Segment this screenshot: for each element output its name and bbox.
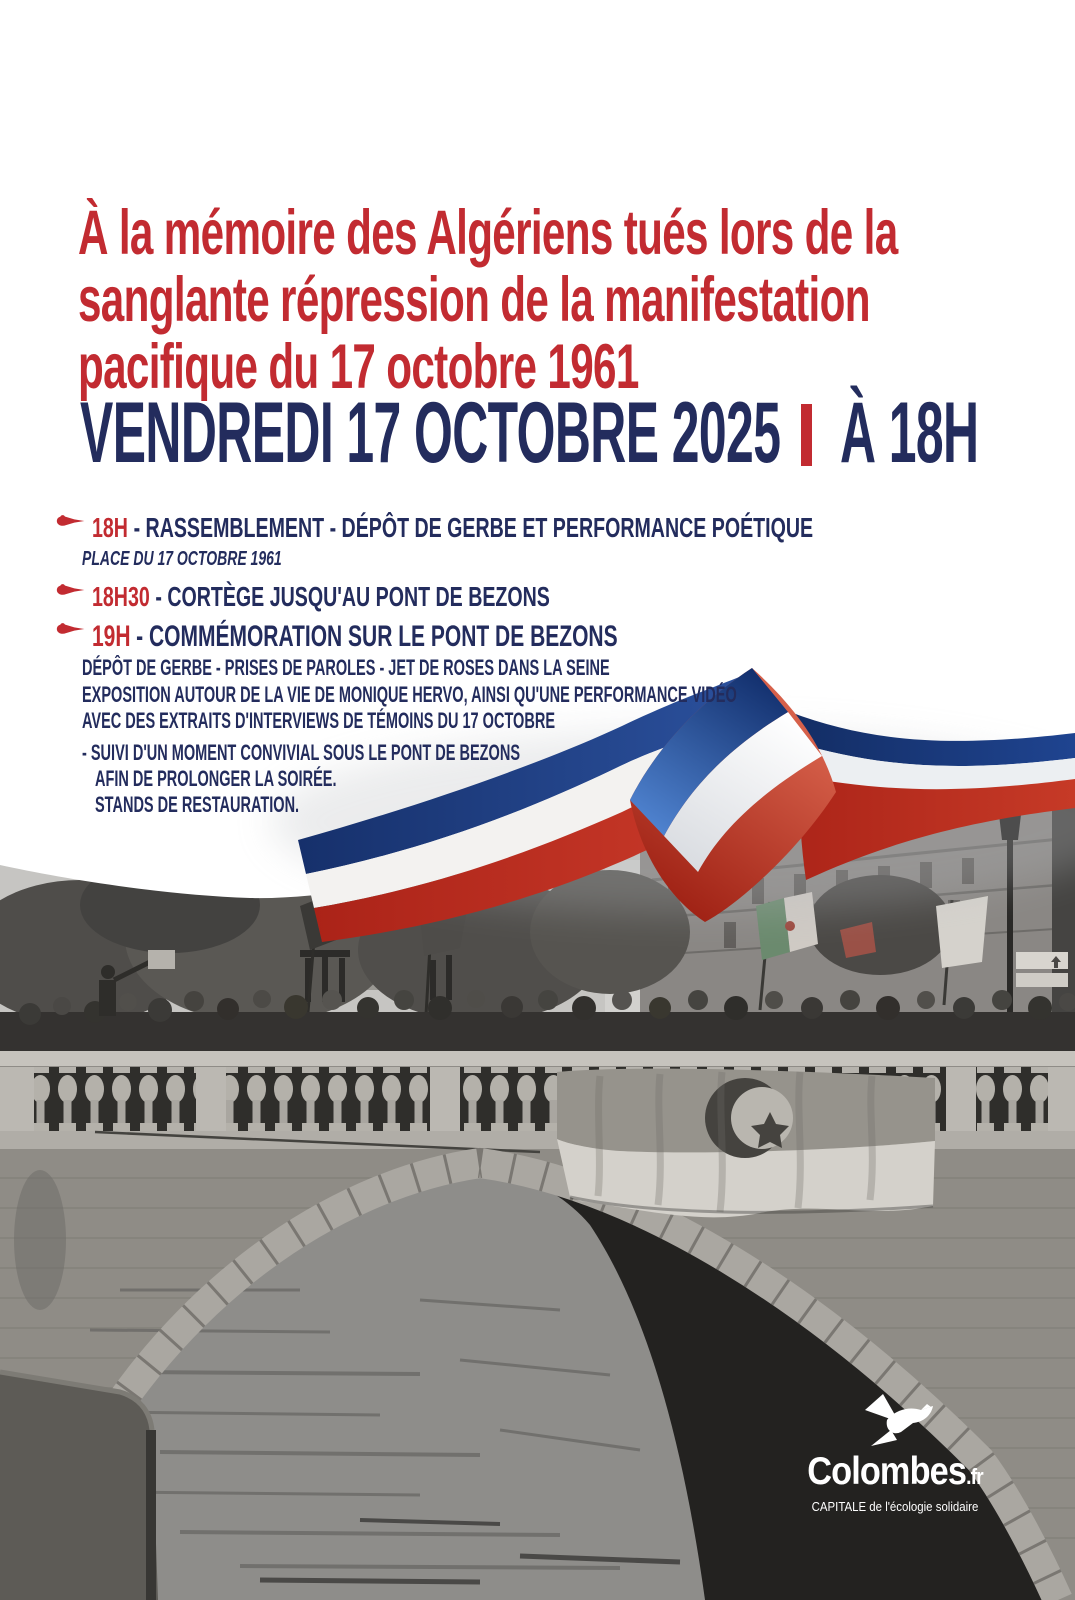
program-time-2: 18H30 bbox=[92, 581, 150, 612]
pointing-hand-icon bbox=[56, 581, 86, 599]
title-line-1: À la mémoire des Algériens tués lors de la bbox=[78, 198, 898, 269]
title-line-2: sanglante répression de la manifestation bbox=[78, 265, 870, 336]
program-detail-2: EXPOSITION AUTOUR DE LA VIE DE MONIQUE HERVO, AINSI QU'UNE PERFORMANCE VIDÉO bbox=[82, 682, 737, 707]
program-item-1 bbox=[56, 512, 1075, 544]
colombes-logo bbox=[788, 1392, 1002, 1514]
pointing-hand-icon bbox=[56, 512, 86, 530]
program-title-2: - CORTÈGE JUSQU'AU PONT DE BEZONS bbox=[155, 581, 550, 612]
event-time: À 18H bbox=[840, 385, 979, 481]
event-date: VENDREDI 17 OCTOBRE 2025 bbox=[80, 385, 781, 481]
algerian-flag-banner bbox=[557, 1069, 935, 1218]
program-note-1: - SUIVI D'UN MOMENT CONVIVIAL SOUS LE PONT DE BEZONS bbox=[82, 740, 521, 765]
logo-tld: .fr bbox=[966, 1464, 983, 1489]
program-title-3: - COMMÉMORATION SUR LE PONT DE BEZONS bbox=[136, 620, 618, 653]
program-subtitle-1: PLACE DU 17 OCTOBRE 1961 bbox=[82, 548, 282, 570]
tricolor-ribbon-graphic bbox=[0, 600, 1075, 960]
program-title-1: - RASSEMBLEMENT - DÉPÔT DE GERBE ET PERFORMANCE POÉTIQUE bbox=[133, 512, 814, 543]
program-time-1: 18H bbox=[92, 512, 128, 543]
title-line-3: pacifique du 17 octobre 1961 bbox=[78, 332, 639, 403]
poster-title bbox=[78, 200, 1075, 401]
program-note-2: AFIN DE PROLONGER LA SOIRÉE. bbox=[95, 766, 337, 791]
program-note-3: STANDS DE RESTAURATION. bbox=[95, 792, 300, 817]
date-separator-bar bbox=[801, 404, 812, 466]
dove-icon bbox=[847, 1392, 943, 1450]
logo-tagline: CAPITALE de l'écologie solidaire bbox=[811, 1499, 979, 1514]
program-time-3: 19H bbox=[92, 620, 131, 653]
program-detail-1: DÉPÔT DE GERBE - PRISES DE PAROLES - JET DE ROSES DANS LA SEINE bbox=[82, 655, 610, 680]
logo-wordmark: Colombes.fr bbox=[807, 1450, 983, 1493]
program-detail-3: AVEC DES EXTRAITS D'INTERVIEWS DE TÉMOINS DU 17 OCTOBRE bbox=[82, 708, 556, 733]
